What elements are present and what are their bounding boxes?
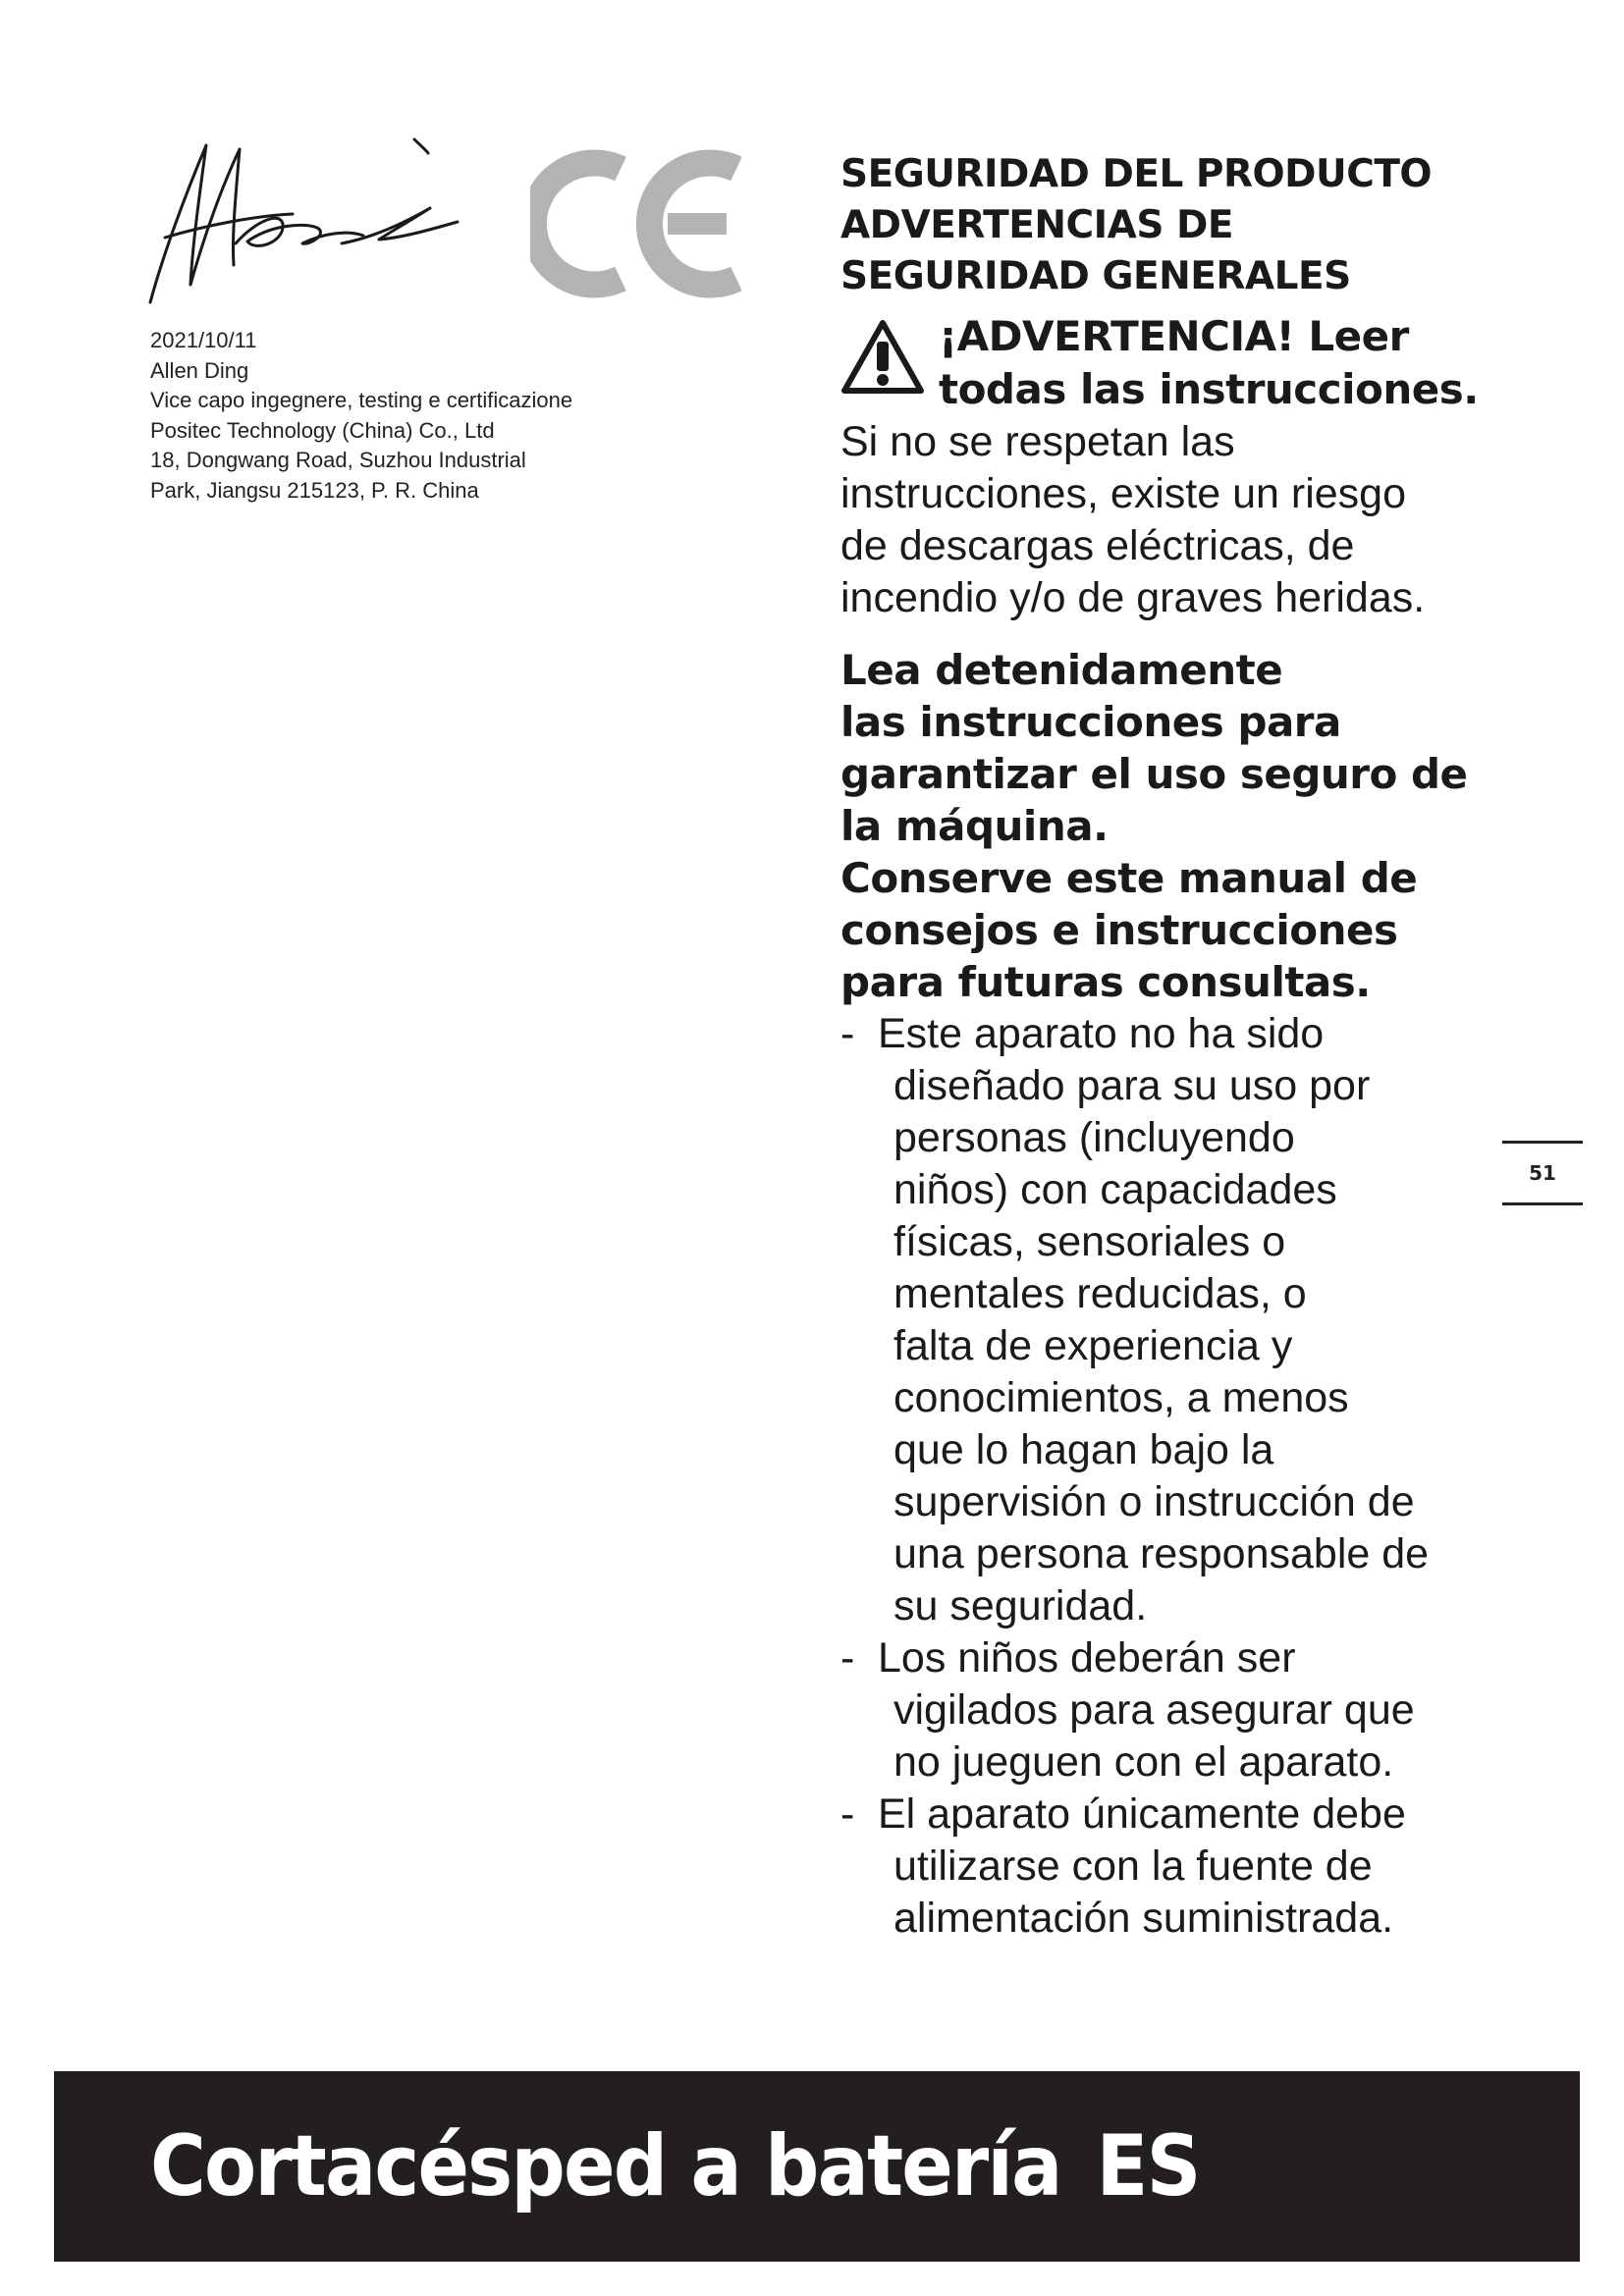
bullet-line: utilizarse con la fuente de [893,1842,1373,1890]
bullet-line: físicas, sensoriales o [893,1218,1286,1265]
bullet-line: niños) con capacidades [893,1166,1337,1213]
bullet-line: diseñado para su uso por [893,1062,1371,1109]
bullet-dash: - [840,1790,855,1838]
section-title-line: ADVERTENCIAS DE [840,203,1234,247]
declaration-date: 2021/10/11 [150,328,257,352]
bullet-line: falta de experiencia y [893,1322,1293,1369]
warning-text-line: incendio y/o de graves heridas. [840,574,1426,621]
notice-line: para futuras consultas. [840,958,1371,1006]
signature-image [145,128,479,314]
notice-line: Lea detenidamente [840,646,1283,694]
read-instructions-notice [840,644,1508,1008]
safety-section [840,149,1508,1945]
list-item [840,1632,1508,1789]
page-number [1502,1141,1583,1205]
bullet-line: no jueguen con el aparato. [893,1738,1394,1786]
address-line: Park, Jiangsu 215123, P. R. China [150,477,479,503]
company-name: Positec Technology (China) Co., Ltd [150,417,495,443]
footer-banner [54,2071,1580,2262]
warning-text [840,416,1508,624]
bullet-line: una persona responsable de [893,1530,1430,1577]
page-number-text: 51 [1529,1161,1556,1185]
notice-line: consejos e instrucciones [840,906,1398,954]
bullet-line: que lo hagan bajo la [893,1426,1274,1473]
bullet-line: su seguridad. [893,1582,1148,1629]
signer-role: Vice capo ingegnere, testing e certificazione [150,388,573,412]
bullet-dash: - [840,1010,855,1057]
language-code: ES [1096,2117,1200,2216]
warning-triangle-icon [840,318,925,397]
warning-heading-line: ¡ADVERTENCIA! Leer [939,312,1409,360]
bullet-line: supervisión o instrucción de [893,1478,1415,1525]
safety-bullet-list [840,1008,1508,1945]
list-item [840,1008,1508,1632]
bullet-line: personas (incluyendo [893,1114,1295,1161]
bullet-line: El aparato únicamente debe [878,1790,1406,1838]
section-title [840,149,1508,302]
bullet-dash: - [840,1634,855,1682]
warning-text-line: instrucciones, existe un riesgo [840,470,1407,517]
warning-heading-line: todas las instrucciones. [939,365,1479,413]
bullet-line: Los niños deberán ser [878,1634,1296,1682]
product-name: Cortacésped a batería [150,2117,1061,2216]
bullet-line: alimentación suministrada. [893,1895,1394,1942]
notice-line: las instrucciones para [840,698,1341,746]
notice-line: Conserve este manual de [840,854,1418,902]
section-title-line: SEGURIDAD DEL PRODUCTO [840,152,1433,196]
signer-name: Allen Ding [150,357,249,383]
warning-text-line: Si no se respetan las [840,418,1235,465]
bullet-line: Este aparato no ha sido [878,1010,1325,1057]
ce-mark-logo [530,145,741,302]
list-item [840,1789,1508,1945]
signer-details [150,326,700,506]
bullet-line: mentales reducidas, o [893,1270,1307,1317]
footer-title [150,2117,1200,2216]
general-warning [840,310,1508,624]
warning-heading [939,310,1508,416]
section-title-line: SEGURIDAD GENERALES [840,254,1351,298]
notice-line: garantizar el uso seguro de [840,750,1468,798]
warning-text-line: de descargas eléctricas, de [840,522,1355,569]
notice-line: la máquina. [840,802,1109,850]
address-line: 18, Dongwang Road, Suzhou Industrial [150,448,526,472]
bullet-line: vigilados para asegurar que [893,1686,1415,1734]
bullet-line: conocimientos, a menos [893,1374,1349,1421]
